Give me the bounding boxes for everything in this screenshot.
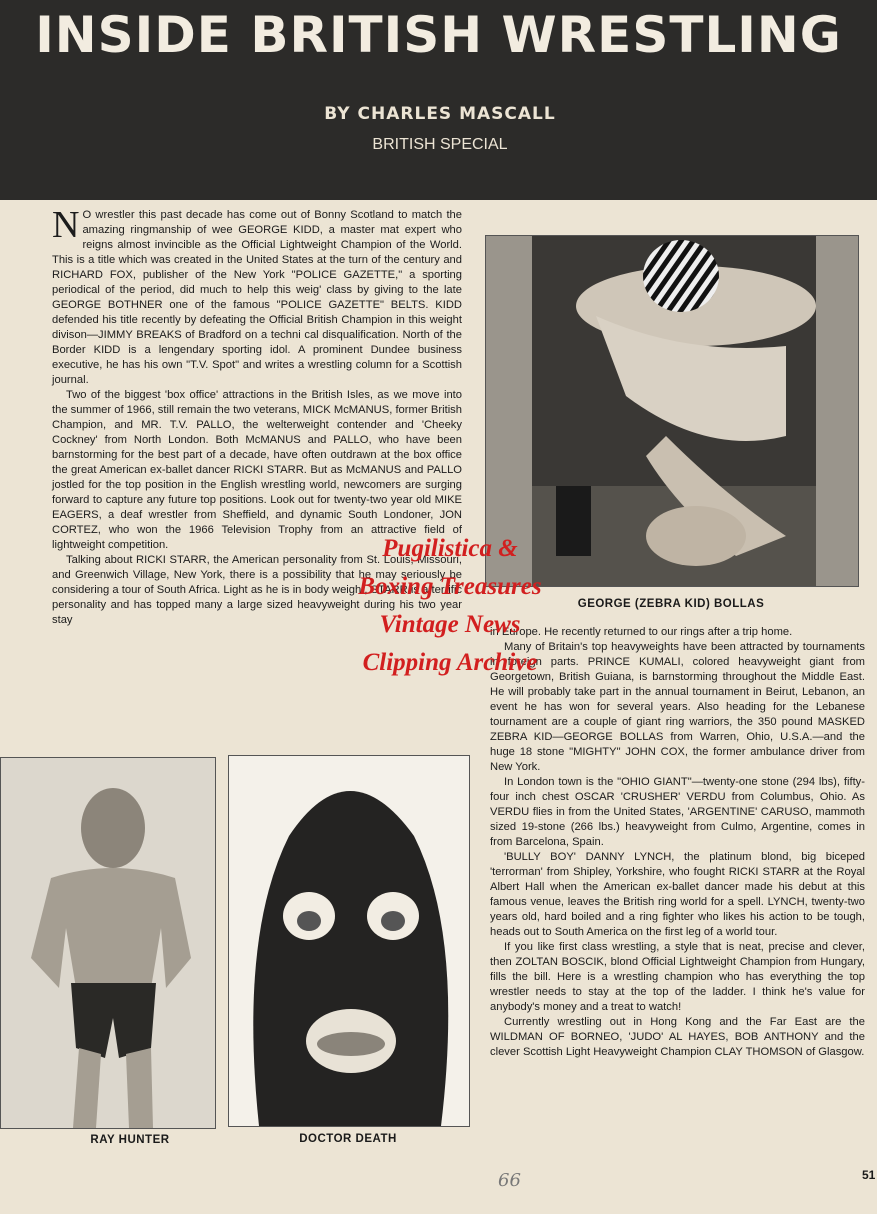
doctor-death-caption: DOCTOR DEATH xyxy=(299,1133,397,1145)
drop-cap: N xyxy=(52,204,80,246)
article-right-column xyxy=(490,625,865,1060)
paragraph: Two of the biggest 'box office' attractions in the British Isles, as we move into the summer of 1966, still remain the two veterans, MICK McMANUS, former British Champion, and MR. T.V. PALLO, the welterweight contender and 'Cheeky Cockney' from North London. Both McMANUS and PALLO, who have been barnstorming for the best part of a decade, have often outdrawn at the box office the great American ex-ballet dancer RICKI STARR. But as McMANUS and PALLO jostled for the top position in the English wrestling world, newcomers are surging forward to capture any future top positions. Look out for twenty-two year old MIKE EAGERS, a deaf wrestler from Sheffield, and dynamic South Londoner, JON CORTEZ, who won the 1966 Television Trophy from an attractive field of lightweight competition. xyxy=(52,389,462,551)
page-number: 51 xyxy=(862,1168,876,1182)
title-banner xyxy=(0,0,877,200)
paragraph: Talking about RICKI STARR, the American personality from St. Louis, Missouri, and Greenwich Village, New York, there is a possibility that he may seriously be considering a tour of South Africa. Light as he is in body weight, STARR is a terrific personality and has topped many a large sized heavyweight during his two year stay xyxy=(52,554,462,626)
paragraph: In London town is the "OHIO GIANT"—twenty-one stone (294 lbs), fifty-four inch chest OSCAR 'CRUSHER' VERDU from Columbus, Ohio. As VERDU flies in from the United States, 'ARGENTINE' CARUSO, mammoth sized 19-stone (266 lbs.) heavyweight from Culmo, Argentine, comes in from Barcelona, Spain. xyxy=(490,776,865,848)
paragraph: in Europe. He recently returned to our rings after a trip home. xyxy=(490,626,793,638)
byline: BY CHARLES MASCALL xyxy=(324,104,556,124)
handwritten-number: 66 xyxy=(498,1170,521,1191)
archive-watermark xyxy=(330,530,570,682)
paragraph: N O wrestler this past decade has come out of Bonny Scotland to match the amazing ringmanship of wee GEORGE KIDD, a master mat expert who reigns almost invincible as the Official Lightweight Champion of the World. This is a title which was created in the United States at the turn of the century and RICHARD FOX, publisher of the New York "POLICE GAZETTE," a sporting periodical of the period, did much to help this weig' class by giving to the late GEORGE BOTHNER one of the famous "POLICE GAZETTE" BELTS. KIDD defended his title recently by defeating the Official British Champion in this weight divison—JIMMY BREAKS of Bradford on a techni cal disqualification. North of the Border KIDD is a lengendary sporting idol. A prominent Dundee business executive, he has his own "T.V. Spot" and writes a wrestling column for a Scottish journal. xyxy=(52,204,462,386)
watermark-line: Boxing Treasures xyxy=(358,573,542,600)
paragraph: Many of Britain's top heavyweights have been attracted by tournaments in foreign parts. PRINCE KUMALI, colored heavyweight giant from Georgetown, British Guiana, is barnstorming throughout the Middle East. He will probably take part in the annual tournament in Beirut, Lebanon, an event he has won for several years. Also heading for the Lebanese tournament are a couple of giant ring warriors, the 350 pound MASKED ZEBRA KID—GEORGE BOLLAS from Warren, Ohio, U.S.A.—and the huge 18 stone "MIGHTY" JOHN COX, the former ambulance driver from New York. xyxy=(490,641,865,773)
watermark-line: Vintage News xyxy=(379,611,521,638)
watermark-line: Pugilistica & xyxy=(382,535,518,562)
doctor-death-photo xyxy=(228,755,470,1127)
ray-hunter-photo xyxy=(0,757,216,1129)
ray-hunter-caption: RAY HUNTER xyxy=(90,1134,170,1146)
watermark-line: Clipping Archive xyxy=(362,649,538,676)
paragraph: If you like first class wrestling, a style that is neat, precise and clever, then ZOLTAN BOSCIK, blond Official Lightweight Champion from Hungary, fills the bill. Here is a wrestling champion who has everything the top wrestler needs to stay at the top of the ladder. I think he's value for anybody's money and a treat to watch! xyxy=(490,941,865,1013)
zebra-kid-caption: GEORGE (ZEBRA KID) BOLLAS xyxy=(577,598,765,610)
paragraph: 'BULLY BOY' DANNY LYNCH, the platinum blond, big biceped 'terrorman' from Shipley, Yorkshire, who fought RICKI STARR at the Royal Albert Hall when the American ex-ballet dancer made his debut at this famous venue, leaves the British ring world for a spell. LYNCH, twenty-two years old, hard boiled and a ring fighter who likes his action to be tough, heads out to South America on the first leg of a world tour. xyxy=(490,851,865,938)
page-title: INSIDE BRITISH WRESTLING xyxy=(35,6,842,64)
paragraph: Currently wrestling out in Hong Kong and the Far East are the WILDMAN OF BORNEO, 'JUDO' AL HAYES, BOB ANTHONY and the clever Scottish Light Heavyweight Champion CLAY THOMSON of Glasgow. xyxy=(490,1016,865,1058)
section-label: BRITISH SPECIAL xyxy=(372,136,508,153)
